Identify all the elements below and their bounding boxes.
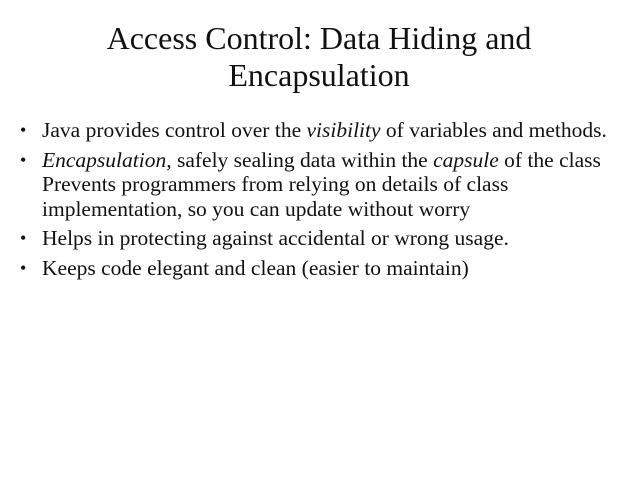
bullet-text: Java provides control over the xyxy=(42,118,307,142)
bullet-text: of the class Prevents programmers from relying on details of class implementation, so you can update without worry xyxy=(42,147,601,221)
bullet-item-visibility xyxy=(18,118,626,143)
bullet-item-protection xyxy=(18,226,626,251)
bullet-emphasis: Encapsulation, xyxy=(42,147,172,172)
bullet-marker: • xyxy=(20,120,27,140)
bullet-marker: • xyxy=(20,228,27,248)
bullet-marker: • xyxy=(20,257,27,278)
bullet-marker: • xyxy=(20,149,27,170)
bullet-item-encapsulation xyxy=(18,148,626,222)
slide-title xyxy=(20,20,618,94)
bullet-text: Keeps code elegant and clean (easier to maintain) xyxy=(42,255,469,280)
bullet-text: of variables and methods. xyxy=(380,118,607,142)
slide-title-line-2: Encapsulation xyxy=(228,57,410,93)
bullet-list xyxy=(18,118,626,285)
bullet-item-clean-code xyxy=(18,256,626,281)
bullet-emphasis: visibility xyxy=(306,118,381,142)
bullet-text: Helps in protecting against accidental or wrong usage. xyxy=(42,226,509,250)
bullet-text: safely sealing data within the xyxy=(171,147,434,172)
bullet-emphasis: capsule xyxy=(433,147,499,172)
slide-title-line-1: Access Control: Data Hiding and xyxy=(106,20,532,56)
